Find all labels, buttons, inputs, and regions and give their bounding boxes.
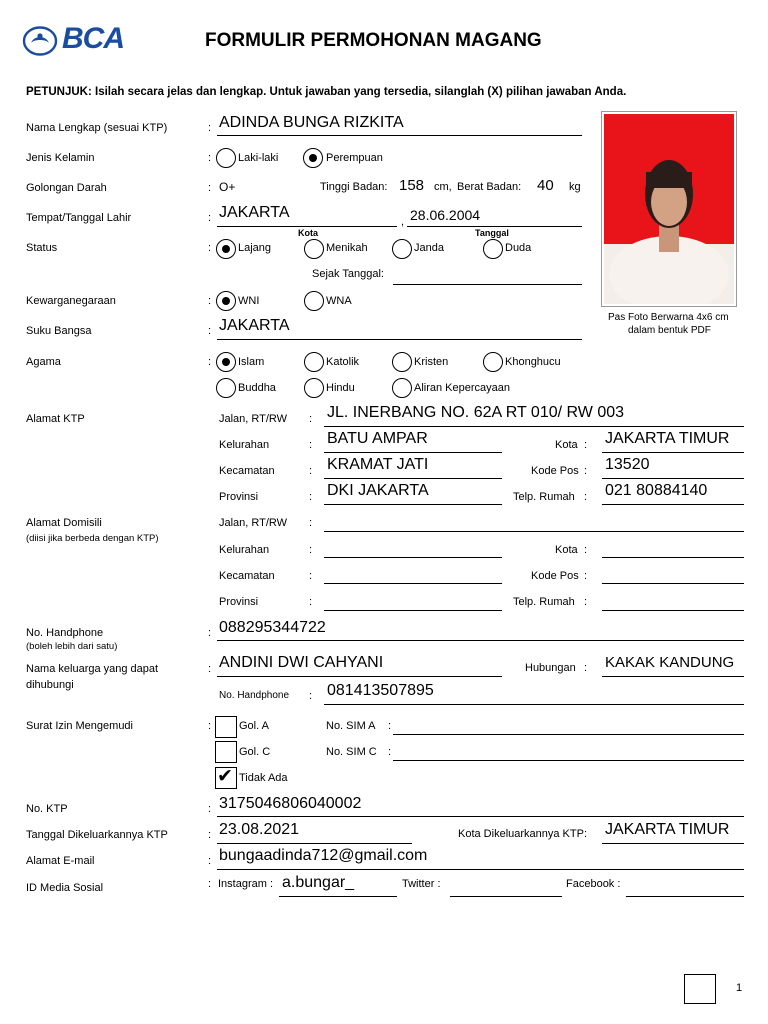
jk-label: Jenis Kelamin bbox=[26, 152, 95, 164]
agama-khonghucu-radio[interactable] bbox=[483, 352, 503, 372]
kota-ktp-label: Kota Dikeluarkannya KTP: bbox=[458, 828, 588, 840]
tinggi-unit: cm, bbox=[434, 181, 452, 193]
jk-perempuan-label: Perempuan bbox=[326, 152, 383, 164]
colon: : bbox=[309, 465, 313, 477]
agama-katolik-label: Katolik bbox=[326, 356, 360, 368]
tgl-ktp-label: Tanggal Dikeluarkannya KTP bbox=[26, 829, 168, 841]
sosmed-label: ID Media Sosial bbox=[26, 882, 104, 894]
ktp-prov-label: Provinsi bbox=[219, 491, 259, 503]
suku-line bbox=[217, 339, 582, 340]
ttl-kota-caption: Kota bbox=[298, 228, 318, 238]
agama-kristen-label: Kristen bbox=[414, 356, 449, 368]
ttl-label: Tempat/Tanggal Lahir bbox=[26, 212, 132, 224]
agama-kristen-radio[interactable] bbox=[392, 352, 412, 372]
colon: : bbox=[208, 325, 212, 337]
facebook-line[interactable] bbox=[626, 896, 744, 897]
ktp-prov-value[interactable]: DKI JAKARTA bbox=[327, 482, 429, 499]
dom-jalan-label: Jalan, RT/RW bbox=[219, 517, 288, 529]
ktp-jalan-label: Jalan, RT/RW bbox=[219, 413, 288, 425]
ktp-jalan-value[interactable]: JL. INERBANG NO. 62A RT 010/ RW 003 bbox=[327, 404, 625, 421]
ktp-kec-value[interactable]: KRAMAT JATI bbox=[327, 456, 429, 473]
colon: : bbox=[208, 182, 212, 194]
ttl-tanggal-line bbox=[407, 226, 582, 227]
ktp-prov-line bbox=[324, 504, 502, 505]
berat-label: Berat Badan: bbox=[457, 181, 522, 193]
dom-kec-line[interactable] bbox=[324, 583, 502, 584]
hubungan-label: Hubungan bbox=[525, 662, 576, 674]
colon: : bbox=[208, 829, 212, 841]
ktp-kota-value[interactable]: JAKARTA TIMUR bbox=[605, 430, 730, 447]
colon: : bbox=[309, 596, 313, 608]
dom-telp-line[interactable] bbox=[602, 610, 744, 611]
tinggi-value[interactable]: 158 bbox=[399, 177, 425, 194]
colon: : bbox=[584, 491, 588, 503]
ktp-telp-line bbox=[602, 504, 744, 505]
status-lajang-radio[interactable] bbox=[216, 239, 236, 259]
tgl-ktp-line bbox=[217, 843, 412, 844]
dom-kel-line[interactable] bbox=[324, 557, 502, 558]
agama-hindu-radio[interactable] bbox=[304, 378, 324, 398]
status-label: Status bbox=[26, 242, 58, 254]
ttl-tanggal-value[interactable]: 28.06.2004 bbox=[410, 207, 481, 223]
agama-katolik-radio[interactable] bbox=[304, 352, 324, 372]
kw-wna-radio[interactable] bbox=[304, 291, 324, 311]
ktp-telp-label: Telp. Rumah bbox=[513, 491, 575, 503]
sim-label: Surat Izin Mengemudi bbox=[26, 720, 133, 732]
agama-islam-label: Islam bbox=[238, 356, 265, 368]
dom-note: (diisi jika berbeda dengan KTP) bbox=[26, 533, 159, 544]
colon: : bbox=[208, 878, 212, 890]
kel-dihub-value[interactable]: ANDINI DWI CAHYANI bbox=[219, 654, 384, 671]
status-menikah-radio[interactable] bbox=[304, 239, 324, 259]
ktp-address-label: Alamat KTP bbox=[26, 413, 85, 425]
ktp-kel-label: Kelurahan bbox=[219, 439, 270, 451]
agama-aliran-radio[interactable] bbox=[392, 378, 412, 398]
colon: : bbox=[309, 570, 313, 582]
dom-prov-line[interactable] bbox=[324, 610, 502, 611]
ktp-kota-line bbox=[602, 452, 744, 453]
checkmark-icon: ✔ bbox=[217, 765, 233, 787]
jk-laki-label: Laki-laki bbox=[238, 152, 279, 164]
ktp-kec-line bbox=[324, 478, 502, 479]
kw-label: Kewarganegaraan bbox=[26, 295, 116, 307]
dom-kel-label: Kelurahan bbox=[219, 544, 270, 556]
kota-ktp-value[interactable]: JAKARTA TIMUR bbox=[605, 821, 730, 838]
kel-dihub-label-1: Nama keluarga yang dapat bbox=[26, 663, 159, 675]
hp-value[interactable]: 088295344722 bbox=[219, 619, 326, 636]
kel-hp-line bbox=[324, 704, 744, 705]
dom-jalan-line[interactable] bbox=[324, 531, 744, 532]
colon: : bbox=[208, 295, 212, 307]
sim-a-no-label: No. SIM A bbox=[326, 720, 376, 732]
colon: : bbox=[309, 517, 313, 529]
berat-value[interactable]: 40 bbox=[537, 177, 554, 194]
colon: : bbox=[208, 242, 212, 254]
colon: : bbox=[208, 122, 212, 134]
ktp-kodepos-value[interactable]: 13520 bbox=[605, 456, 650, 473]
colon: : bbox=[208, 855, 212, 867]
dom-telp-label: Telp. Rumah bbox=[513, 596, 575, 608]
email-line bbox=[217, 869, 744, 870]
sejak-label: Sejak Tanggal: bbox=[312, 268, 384, 280]
dom-kota-label: Kota bbox=[555, 544, 578, 556]
kw-wna-label: WNA bbox=[326, 295, 352, 307]
status-duda-label: Duda bbox=[505, 242, 532, 254]
colon: : bbox=[208, 356, 212, 368]
sim-c-no-line[interactable] bbox=[393, 760, 744, 761]
sim-a-checkbox[interactable] bbox=[215, 716, 237, 738]
agama-label: Agama bbox=[26, 356, 61, 368]
bca-logo bbox=[22, 22, 134, 58]
ktp-kec-label: Kecamatan bbox=[219, 465, 275, 477]
colon: : bbox=[584, 596, 588, 608]
status-menikah-label: Menikah bbox=[326, 242, 368, 254]
agama-buddha-radio[interactable] bbox=[216, 378, 236, 398]
photo-frame bbox=[601, 111, 737, 307]
jk-laki-radio[interactable] bbox=[216, 148, 236, 168]
colon: : bbox=[208, 803, 212, 815]
colon: : bbox=[208, 212, 212, 224]
nama-value[interactable]: ADINDA BUNGA RIZKITA bbox=[219, 114, 404, 131]
ttl-kota-line bbox=[217, 226, 397, 227]
jk-perempuan-radio[interactable] bbox=[303, 148, 323, 168]
suku-label: Suku Bangsa bbox=[26, 325, 92, 337]
sim-c-label: Gol. C bbox=[239, 746, 271, 758]
kw-wni-radio[interactable] bbox=[216, 291, 236, 311]
instagram-label: Instagram : bbox=[218, 878, 274, 890]
page-title: FORMULIR PERMOHONAN MAGANG bbox=[205, 30, 542, 51]
colon: : bbox=[388, 746, 392, 758]
twitter-label: Twitter : bbox=[402, 878, 441, 890]
instructions: PETUNJUK: Isilah secara jelas dan lengkap. Untuk jawaban yang tersedia, silanglah (X) pilihan jawaban Anda. bbox=[26, 86, 627, 98]
colon: : bbox=[309, 413, 313, 425]
status-janda-label: Janda bbox=[414, 242, 444, 254]
colon: : bbox=[208, 627, 212, 639]
kw-wni-label: WNI bbox=[238, 295, 260, 307]
email-value[interactable]: bungaadinda712@gmail.com bbox=[219, 847, 428, 864]
noktp-line bbox=[217, 816, 744, 817]
hp-line bbox=[217, 640, 744, 641]
colon: : bbox=[584, 465, 588, 477]
colon: : bbox=[309, 544, 313, 556]
agama-aliran-label: Aliran Kepercayaan bbox=[414, 382, 511, 394]
dom-prov-label: Provinsi bbox=[219, 596, 259, 608]
colon: : bbox=[388, 720, 392, 732]
facebook-label: Facebook : bbox=[566, 878, 621, 890]
colon: : bbox=[584, 570, 588, 582]
bca-logo-text: BCA bbox=[62, 22, 124, 55]
sejak-line bbox=[393, 284, 582, 285]
colon: : bbox=[208, 720, 212, 732]
ktp-kel-value[interactable]: BATU AMPAR bbox=[327, 430, 428, 447]
colon: : bbox=[584, 544, 588, 556]
tgl-ktp-value[interactable]: 23.08.2021 bbox=[219, 821, 300, 838]
agama-hindu-label: Hindu bbox=[326, 382, 355, 394]
status-lajang-label: Lajang bbox=[238, 242, 272, 254]
colon: : bbox=[584, 439, 588, 451]
colon: : bbox=[208, 152, 212, 164]
agama-islam-radio[interactable] bbox=[216, 352, 236, 372]
dom-label: Alamat Domisili bbox=[26, 517, 102, 529]
instagram-line bbox=[279, 896, 397, 897]
ttl-tanggal-caption: Tanggal bbox=[475, 228, 509, 238]
email-label: Alamat E-mail bbox=[26, 855, 95, 867]
kel-dihub-line bbox=[217, 676, 502, 677]
ktp-kodepos-label: Kode Pos bbox=[531, 465, 579, 477]
noktp-label: No. KTP bbox=[26, 803, 68, 815]
noktp-value[interactable]: 3175046806040002 bbox=[219, 795, 362, 812]
status-janda-radio[interactable] bbox=[392, 239, 412, 259]
colon: : bbox=[309, 491, 313, 503]
ttl-kota-value[interactable]: JAKARTA bbox=[219, 204, 290, 221]
ktp-kota-label: Kota bbox=[555, 439, 578, 451]
person-photo-icon bbox=[604, 114, 734, 304]
ttl-separator: , bbox=[401, 216, 405, 228]
hp-label: No. Handphone bbox=[26, 627, 104, 639]
sim-none-label: Tidak Ada bbox=[239, 772, 288, 784]
nama-line bbox=[217, 135, 582, 136]
status-duda-radio[interactable] bbox=[483, 239, 503, 259]
tinggi-label: Tinggi Badan: bbox=[320, 181, 388, 193]
suku-value[interactable]: JAKARTA bbox=[219, 317, 290, 334]
photo-caption-2: dalam bentuk PDF bbox=[628, 325, 711, 336]
ktp-kodepos-line bbox=[602, 478, 744, 479]
hubungan-line bbox=[602, 676, 744, 677]
instagram-value[interactable]: a.bungar_ bbox=[282, 874, 355, 891]
dom-kodepos-label: Kode Pos bbox=[531, 570, 579, 582]
footer-box bbox=[684, 974, 716, 1004]
kota-ktp-line bbox=[602, 843, 744, 844]
hp-note: (boleh lebih dari satu) bbox=[26, 641, 118, 652]
goldar-label: Golongan Darah bbox=[26, 182, 107, 194]
dom-kodepos-line[interactable] bbox=[602, 583, 744, 584]
berat-unit: kg bbox=[569, 181, 581, 193]
sim-a-no-line[interactable] bbox=[393, 734, 744, 735]
colon: : bbox=[584, 662, 588, 674]
goldar-value[interactable]: O+ bbox=[219, 180, 236, 194]
agama-buddha-label: Buddha bbox=[238, 382, 276, 394]
dom-kec-label: Kecamatan bbox=[219, 570, 275, 582]
photo bbox=[604, 114, 734, 304]
dom-kota-line[interactable] bbox=[602, 557, 744, 558]
kel-hp-label: No. Handphone bbox=[219, 690, 290, 701]
bca-emblem-icon bbox=[22, 26, 58, 56]
kel-dihub-label-2: dihubungi bbox=[26, 679, 74, 691]
sim-c-checkbox[interactable] bbox=[215, 741, 237, 763]
photo-caption-1: Pas Foto Berwarna 4x6 cm bbox=[608, 312, 729, 323]
page-number: 1 bbox=[736, 982, 743, 994]
kel-hp-value[interactable]: 081413507895 bbox=[327, 682, 434, 699]
ktp-telp-value[interactable]: 021 80884140 bbox=[605, 482, 708, 499]
hubungan-value[interactable]: KAKAK KANDUNG bbox=[605, 654, 735, 671]
ktp-kel-line bbox=[324, 452, 502, 453]
colon: : bbox=[208, 663, 212, 675]
sim-a-label: Gol. A bbox=[239, 720, 269, 732]
twitter-line[interactable] bbox=[450, 896, 562, 897]
sim-c-no-label: No. SIM C bbox=[326, 746, 377, 758]
nama-label: Nama Lengkap (sesuai KTP) bbox=[26, 122, 168, 134]
agama-khonghucu-label: Khonghucu bbox=[505, 356, 561, 368]
colon: : bbox=[309, 690, 313, 702]
ktp-jalan-line bbox=[324, 426, 744, 427]
colon: : bbox=[309, 439, 313, 451]
